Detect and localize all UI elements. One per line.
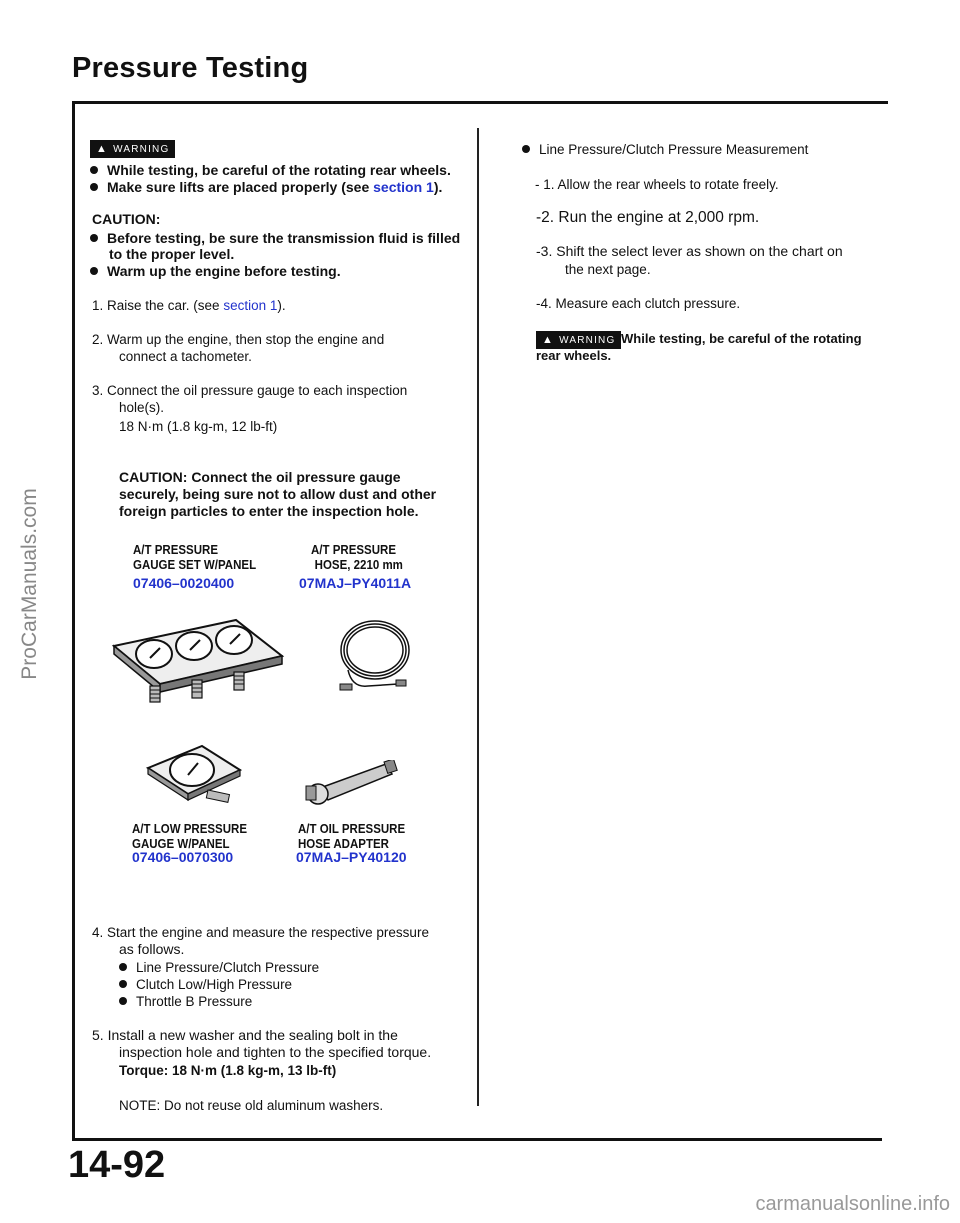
right-warning-text-line-2: rear wheels.	[536, 348, 612, 363]
bullet-icon	[90, 183, 98, 191]
column-divider	[477, 128, 479, 1106]
tool-3-part-number: 07406–0070300	[132, 849, 234, 865]
bullet-icon	[119, 980, 127, 988]
low-pressure-gauge-illustration	[144, 744, 244, 810]
bullet-icon	[119, 963, 127, 971]
step-5-torque: Torque: 18 N·m (1.8 kg-m, 13 lb-ft)	[119, 1063, 337, 1078]
side-watermark	[12, 440, 48, 740]
caution-item-1: Before testing, be sure the transmission fluid is filled	[90, 230, 460, 247]
section-1-link-step[interactable]: section 1	[223, 298, 278, 313]
bullet-icon	[522, 145, 530, 153]
right-heading: Line Pressure/Clutch Pressure Measurement	[522, 141, 808, 158]
warning-item-2: Make sure lifts are placed properly (see section 1).	[90, 179, 442, 196]
page-title: Pressure Testing	[72, 52, 309, 84]
right-warning-badge: ▲ WARNING	[536, 330, 621, 349]
step-1: 1. Raise the car. (see section 1).	[92, 298, 286, 313]
caution-item-1-cont: to the proper level.	[109, 246, 235, 262]
right-step-1: - 1. Allow the rear wheels to rotate freely.	[535, 177, 779, 192]
right-step-4: -4. Measure each clutch pressure.	[536, 296, 741, 311]
step-3-line-2: hole(s).	[119, 400, 165, 415]
caution-item-2: Warm up the engine before testing.	[90, 263, 341, 280]
tool-4-label: A/T OIL PRESSURE HOSE ADAPTER	[298, 822, 406, 851]
pressure-hose-illustration	[328, 618, 418, 698]
tool-4-part-number: 07MAJ–PY40120	[296, 849, 407, 865]
frame-top-rule	[72, 101, 888, 104]
step-5-line-1: 5. Install a new washer and the sealing bolt in the	[92, 1027, 398, 1043]
warning-triangle-icon: ▲	[542, 334, 555, 346]
step-4-item-2: Clutch Low/High Pressure	[119, 976, 292, 993]
bullet-icon	[119, 997, 127, 1005]
step-4-line-1: 4. Start the engine and measure the respective pressure	[92, 925, 429, 940]
step-4-line-2: as follows.	[119, 941, 185, 957]
tool-3-label: A/T LOW PRESSURE GAUGE W/PANEL	[132, 822, 248, 851]
caution-block-line-3: foreign particles to enter the inspection hole.	[119, 503, 419, 519]
right-step-2: -2. Run the engine at 2,000 rpm.	[536, 209, 760, 226]
right-step-3-line-1: -3. Shift the select lever as shown on the chart on	[536, 243, 843, 259]
step-3-line-1: 3. Connect the oil pressure gauge to each inspection	[92, 383, 408, 398]
gauge-set-panel-illustration	[108, 616, 288, 706]
bullet-icon	[90, 234, 98, 242]
frame-bottom-rule	[72, 1138, 882, 1141]
step-4-item-3: Throttle B Pressure	[119, 993, 252, 1010]
hose-adapter-illustration	[300, 760, 400, 810]
bullet-icon	[90, 267, 98, 275]
caution-block-line-1: CAUTION: Connect the oil pressure gauge	[119, 469, 401, 485]
step-2-line-1: 2. Warm up the engine, then stop the engine and	[92, 332, 385, 347]
section-1-link[interactable]: section 1	[373, 179, 434, 195]
warning-item-1: While testing, be careful of the rotating rear wheels.	[90, 162, 451, 179]
bullet-icon	[90, 166, 98, 174]
warning-triangle-icon: ▲	[96, 143, 109, 155]
right-warning-text-line-1: While testing, be careful of the rotating	[621, 331, 862, 346]
side-watermark-text: ProCarManuals.com	[18, 488, 41, 680]
caution-heading: CAUTION:	[92, 211, 161, 227]
step-5-line-2: inspection hole and tighten to the specified torque.	[119, 1044, 432, 1060]
tool-2-label: A/T PRESSURE HOSE, 2210 mm	[311, 543, 403, 572]
step-5-note: NOTE: Do not reuse old aluminum washers.	[119, 1098, 384, 1113]
page-number: 14-92	[68, 1144, 166, 1186]
left-warning-badge: ▲ WARNING	[90, 139, 175, 158]
step-3-torque: 18 N·m (1.8 kg-m, 12 lb-ft)	[119, 419, 278, 434]
step-2-line-2: connect a tachometer.	[119, 349, 252, 364]
right-step-3-line-2: the next page.	[565, 262, 651, 277]
tool-1-label: A/T PRESSURE GAUGE SET W/PANEL	[133, 543, 257, 572]
tool-2-part-number: 07MAJ–PY4011A	[299, 575, 412, 591]
step-4-item-1: Line Pressure/Clutch Pressure	[119, 959, 319, 976]
tool-1-part-number: 07406–0020400	[133, 575, 235, 591]
bottom-watermark: carmanualsonline.info	[755, 1193, 950, 1215]
caution-block-line-2: securely, being sure not to allow dust and other	[119, 486, 437, 502]
frame-left-rule	[72, 101, 75, 1141]
